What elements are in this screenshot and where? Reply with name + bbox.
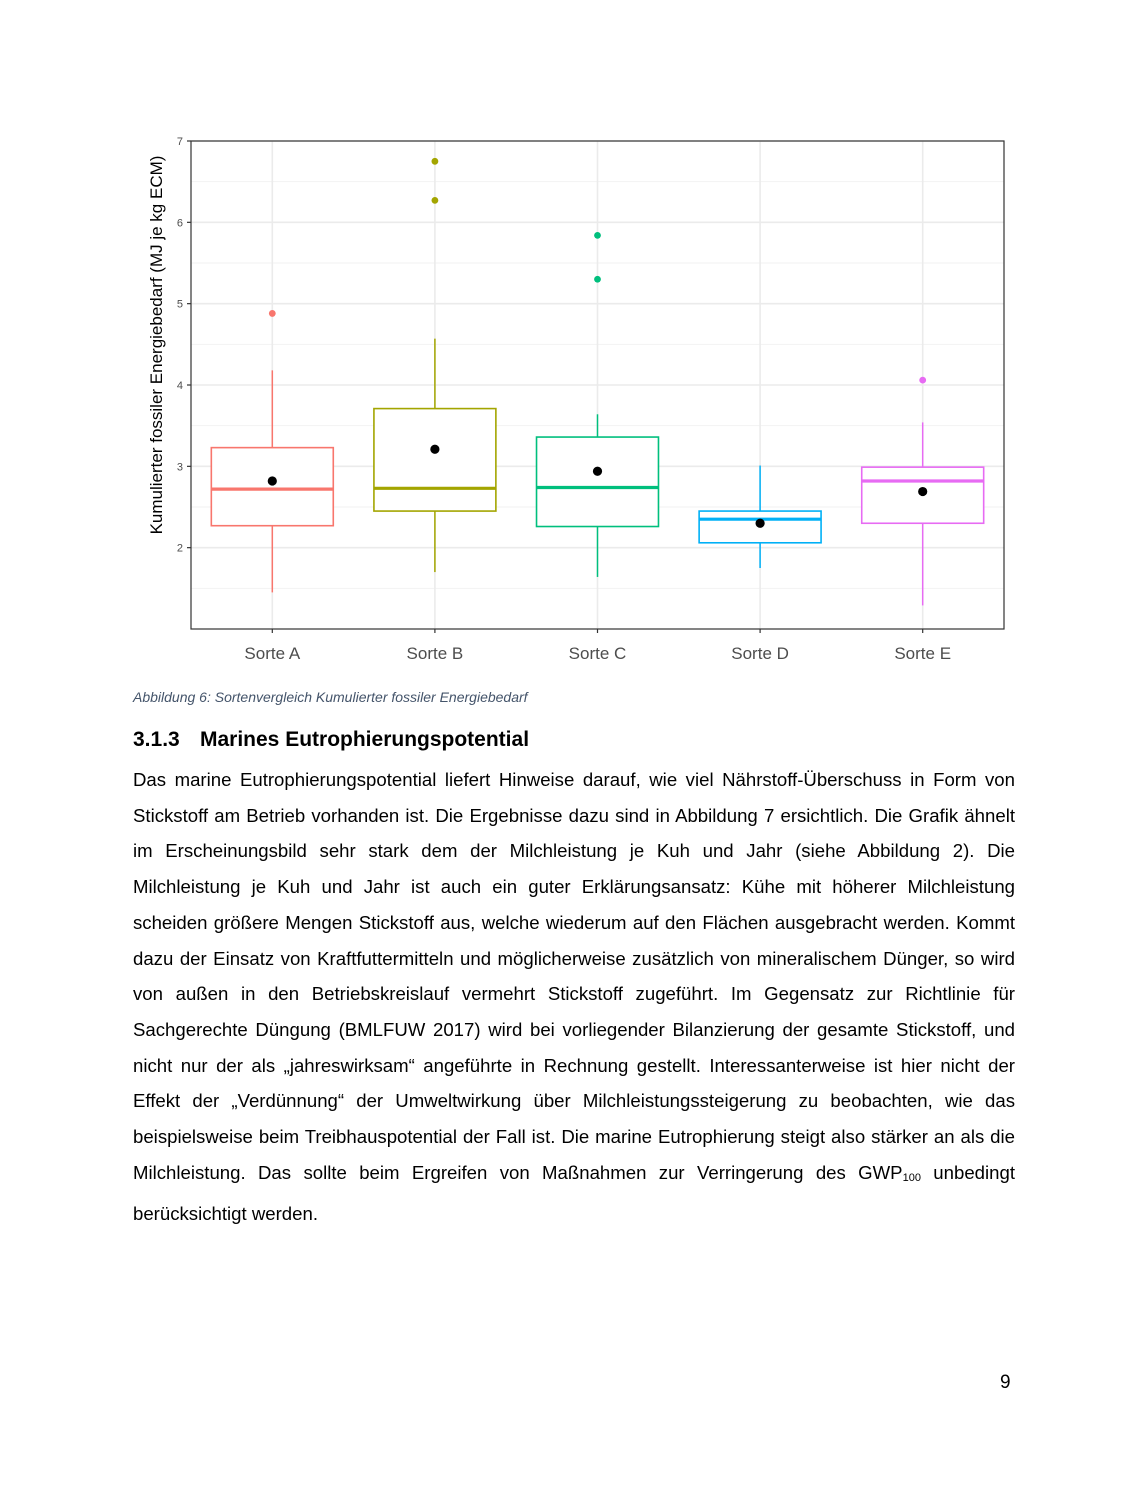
mean-point xyxy=(593,467,602,476)
x-tick-label: Sorte C xyxy=(568,644,627,663)
outlier-point xyxy=(432,158,439,165)
y-tick-label: 2 xyxy=(176,542,183,555)
x-tick-label: Sorte B xyxy=(406,644,464,663)
x-tick-label: Sorte A xyxy=(244,644,301,663)
outlier-point xyxy=(432,197,439,204)
paragraph-text-end: unbedingt berücksichtigt werden. xyxy=(133,1161,1015,1225)
x-axis xyxy=(244,629,951,663)
boxplot-chart xyxy=(130,125,1020,675)
y-axis-label: Kumulierter fossiler Energiebedarf (MJ je kg ECM) xyxy=(147,155,166,535)
box-iqr xyxy=(211,448,333,526)
y-tick-label: 5 xyxy=(176,298,183,311)
outlier-point xyxy=(919,377,926,384)
paragraph-text: Das marine Eutrophierungspotential liefert Hinweise darauf, wie viel Nährstoff-Überschuss in Form von Stickstoff am Betrieb vorhanden ist. Die Ergebnisse dazu sind in Abbildung 7 ersichtlich. Die Grafik ähnelt im Erscheinungsbild sehr stark dem der Milchleistung je Kuh und Jahr (siehe Abbildung 2). Die Milchleistung je Kuh und Jahr ist auch ein guter Erklärungsansatz: Kühe mit höherer Milchleistung scheiden größere Mengen Stickstoff aus, welche wiederum auf den Flächen ausgebracht werden. Kommt dazu der Einsatz von Kraftfuttermitteln und möglicherweise zusätzlich von mineralischem Dünger, so wird von außen in den Betriebskreislauf vermehrt Stickstoff zugeführt. Im Gegensatz zur Richtlinie für Sachgerechte Düngung (BMLFUW 2017) wird bei vorliegender Bilanzierung der gesamte Stickstoff, und nicht nur der als „jahreswirksam“ angeführte in Rechnung gestellt. Interessanterweise ist hier nicht der Effekt der „Verdünnung“ der Umweltwirkung über Milchleistungssteigerung zu beobachten, wie das beispielsweise beim Treibhauspotential der Fall ist. Die marine Eutrophierung steigt also stärker an als die Milchleistung. Das sollte beim Ergreifen von Maßnahmen zur Verringerung des GWP xyxy=(133,769,1015,1183)
y-axis xyxy=(177,136,191,555)
y-tick-label: 7 xyxy=(176,136,183,148)
y-tick-label: 6 xyxy=(176,217,183,230)
page-number: 9 xyxy=(1000,1372,1011,1393)
mean-point xyxy=(268,476,277,485)
outlier-point xyxy=(269,310,276,317)
section-title: Marines Eutrophierungspotential xyxy=(200,728,530,751)
box-iqr xyxy=(374,409,496,511)
section-number: 3.1.3 xyxy=(133,728,180,751)
mean-point xyxy=(756,519,765,528)
y-tick-label: 4 xyxy=(176,380,183,392)
mean-point xyxy=(430,445,439,454)
box-iqr xyxy=(537,437,659,526)
body-paragraph xyxy=(133,762,1015,1232)
mean-point xyxy=(918,487,927,496)
outlier-point xyxy=(594,276,601,283)
box-sorte-d xyxy=(699,466,821,568)
y-tick-label: 3 xyxy=(176,461,183,474)
figure-caption: Abbildung 6: Sortenvergleich Kumulierter fossiler Energiebedarf xyxy=(133,689,528,705)
x-tick-label: Sorte D xyxy=(731,644,789,663)
section-heading xyxy=(133,728,529,752)
gwp-subscript: 100 xyxy=(902,1171,921,1184)
outlier-point xyxy=(594,232,601,239)
x-tick-label: Sorte E xyxy=(894,644,952,663)
